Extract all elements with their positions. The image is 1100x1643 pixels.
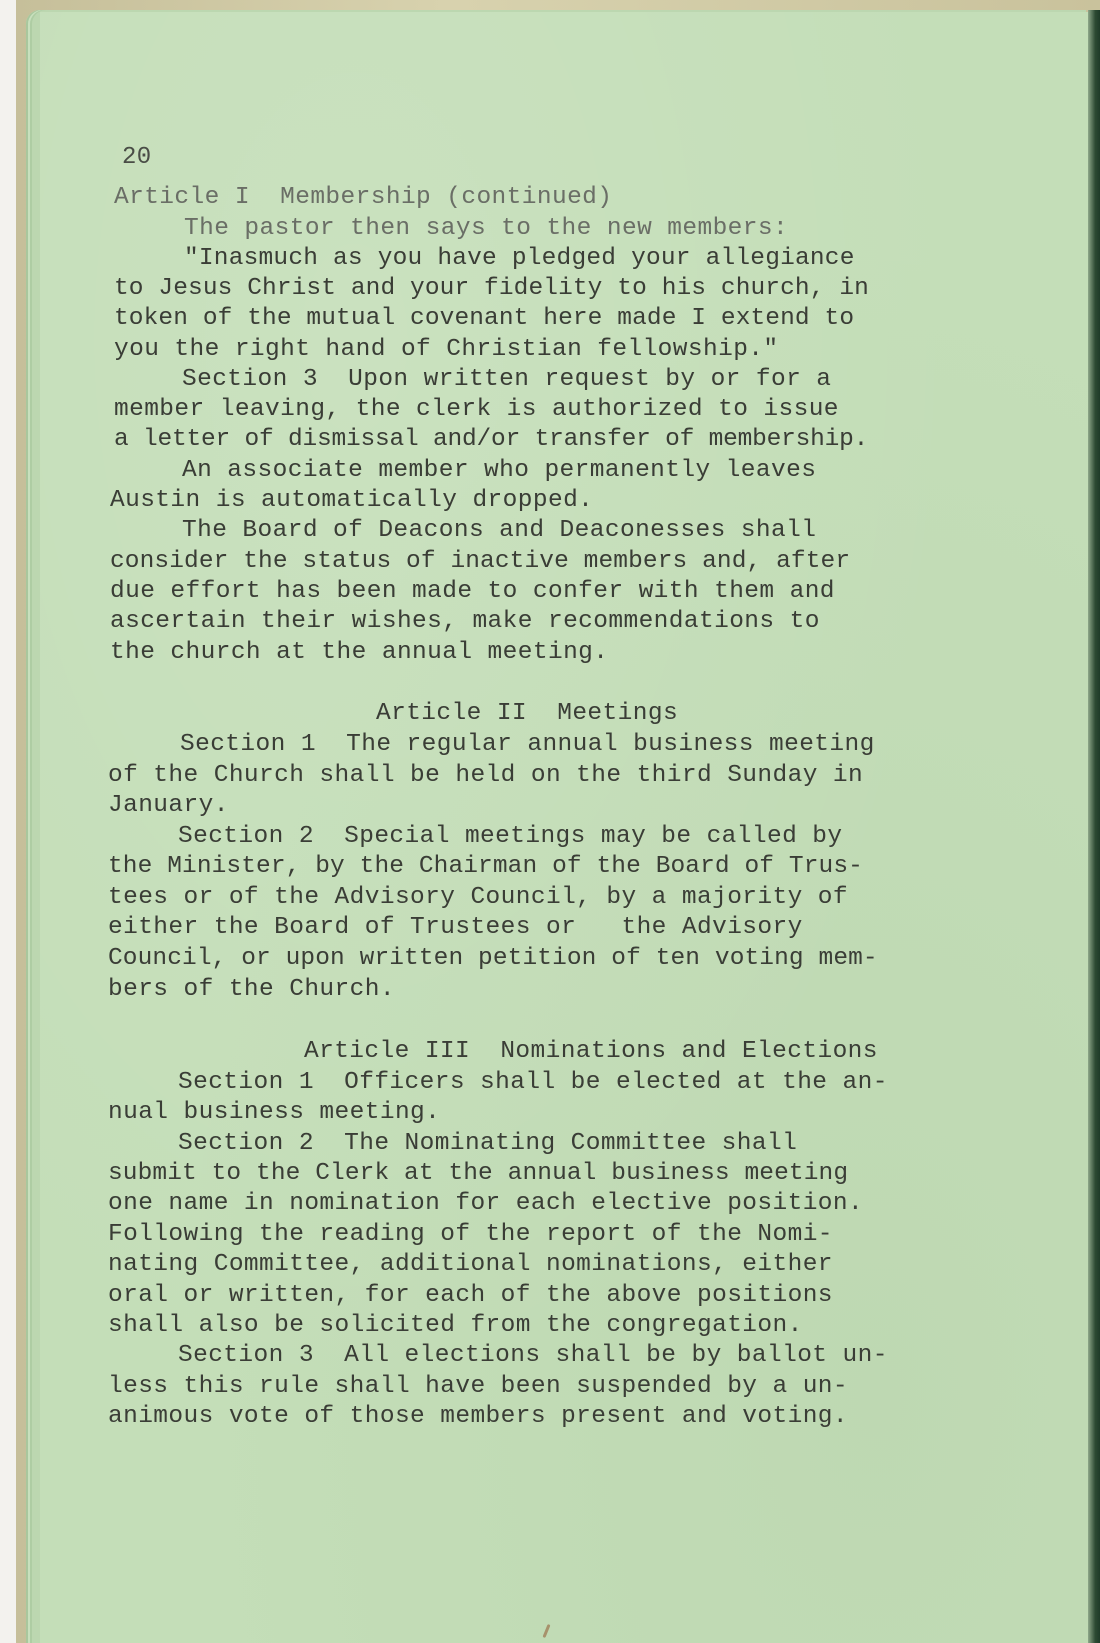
paragraph-line: ascertain their wishes, make recommendations to (110, 608, 820, 635)
book-page (40, 12, 1088, 1643)
paragraph-line: to Jesus Christ and your fidelity to his church, in (114, 275, 869, 302)
paragraph-line: of the Church shall be held on the third Sunday in (108, 762, 864, 789)
paragraph-line: either the Board of Trustees or the Advisory (108, 914, 803, 941)
section-heading-line: Section 2 Special meetings may be called by (178, 823, 843, 850)
paragraph-line: token of the mutual covenant here made I extend to (114, 305, 855, 332)
paragraph-line: animous vote of those members present and voting. (108, 1403, 849, 1430)
page-number: 20 (122, 144, 152, 171)
paragraph-line: bers of the Church. (108, 976, 395, 1003)
paragraph-line: nual business meeting. (108, 1099, 441, 1126)
paragraph-line: the church at the annual meeting. (110, 639, 609, 666)
section-heading-line: Section 1 The regular annual business meeting (180, 731, 875, 758)
paragraph-line: January. (108, 792, 229, 819)
section-heading-line: Section 3 All elections shall be by ballot un- (178, 1342, 888, 1369)
article-heading: Article II Meetings (376, 700, 679, 727)
paragraph-line: member leaving, the clerk is authorized to issue (114, 396, 839, 423)
article-heading: Article III Nominations and Elections (304, 1038, 878, 1065)
paragraph-line: the Minister, by the Chairman of the Board of Trus- (108, 853, 863, 880)
section-heading-line: Section 1 Officers shall be elected at the an- (178, 1069, 888, 1096)
book-spine-edge (1088, 10, 1100, 1643)
paragraph-line: Council, or upon written petition of ten voting mem- (108, 945, 878, 972)
paragraph-line: The Board of Deacons and Deaconesses shall (182, 517, 817, 544)
paragraph-line: you the right hand of Christian fellowship." (114, 336, 779, 363)
paragraph-line: less this rule shall have been suspended by a un- (108, 1373, 849, 1400)
section-heading-line: Section 3 Upon written request by or for a (182, 366, 832, 393)
paragraph-line: An associate member who permanently leaves (182, 457, 817, 484)
paragraph-line: nating Committee, additional nominations, either (108, 1251, 833, 1278)
page-text (40, 12, 1088, 1643)
paragraph-line: Austin is automatically dropped. (110, 487, 594, 514)
paragraph-line: oral or written, for each of the above positions (108, 1282, 833, 1309)
paragraph-line: shall also be solicited from the congregation. (108, 1312, 803, 1339)
paragraph-line: "Inasmuch as you have pledged your allegiance (184, 245, 855, 272)
paragraph-line: tees or of the Advisory Council, by a majority of (108, 884, 849, 911)
section-heading-line: Section 2 The Nominating Committee shall (178, 1130, 798, 1157)
paragraph-line: due effort has been made to confer with them and (110, 578, 835, 605)
paragraph-line: submit to the Clerk at the annual business meeting (108, 1160, 849, 1187)
paragraph-line: The pastor then says to the new members: (184, 215, 789, 242)
running-head: Article I Membership (continued) (114, 184, 613, 211)
paragraph-line: one name in nomination for each elective position. (108, 1190, 864, 1217)
paragraph-line: consider the status of inactive members and, after (110, 548, 851, 575)
paragraph-line: Following the reading of the report of the Nomi- (108, 1221, 833, 1248)
paragraph-line: a letter of dismissal and/or transfer of membership. (114, 426, 869, 453)
